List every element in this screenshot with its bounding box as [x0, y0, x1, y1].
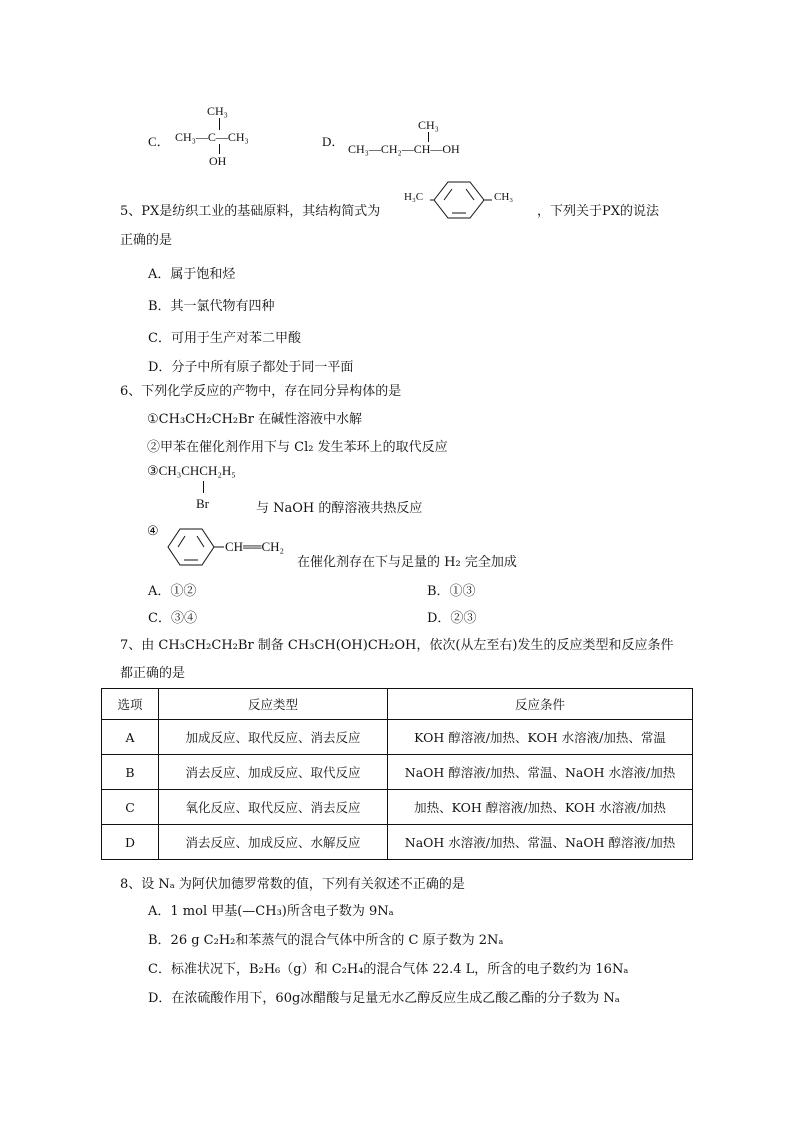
q7-stem-line1: 7、由 CH₃CH₂CH₂Br 制备 CH₃CH(OH)CH₂OH，依次(从左至右)发生的反应类型和反应条件 — [120, 638, 674, 653]
row-a-type: 加成反应、取代反应、消去反应 — [159, 720, 388, 755]
q6-item-4-number: ④ — [147, 524, 159, 539]
row-b-type: 消去反应、加成反应、取代反应 — [159, 755, 388, 790]
table-row — [102, 825, 693, 860]
q4-option-c-label: C． — [148, 134, 170, 149]
c-bottom-bond — [219, 144, 220, 154]
table-header-row — [102, 689, 693, 720]
table-row — [102, 755, 693, 790]
q6-item-3 — [147, 463, 236, 479]
row-d-condition: NaOH 水溶液/加热、常温、NaOH 醇溶液/加热 — [388, 825, 693, 860]
q8-option-d: D．在浓硫酸作用下，60g冰醋酸与足量无水乙醇反应生成乙酸乙酯的分子数为 Nₐ — [148, 991, 620, 1006]
benzene-ring-icon — [430, 178, 496, 222]
row-c-condition: 加热、KOH 醇溶液/加热、KOH 水溶液/加热 — [388, 790, 693, 825]
c-top-bond — [219, 118, 220, 130]
row-c-option: C — [102, 790, 159, 825]
d-main-chain: CH₃—CH₂—CH—OH — [348, 142, 460, 156]
c-bottom-group: OH — [209, 154, 227, 168]
row-b-condition: NaOH 醇溶液/加热、常温、NaOH 水溶液/加热 — [388, 755, 693, 790]
q6-option-b: B．①③ — [427, 584, 476, 599]
row-a-condition: KOH 醇溶液/加热、KOH 水溶液/加热、常温 — [388, 720, 693, 755]
px-right-methyl: CH₃ — [494, 191, 514, 203]
q6-option-c: C．③④ — [148, 611, 197, 626]
q8-stem: 8、设 Nₐ 为阿伏加德罗常数的值，下列有关叙述不正确的是 — [120, 877, 465, 892]
q6-item-3-bond — [203, 481, 204, 493]
q8-option-c: C．标准状况下，B₂H₆（g）和 C₂H₄的混合气体 22.4 L，所含的电子数约为 16Nₐ — [148, 962, 629, 977]
q6-item-3-number: ③ — [147, 464, 159, 479]
q5-option-a: A．属于饱和烃 — [148, 267, 236, 282]
q6-item-2-number: ② — [147, 440, 161, 455]
c-main-chain: CH₃—C—CH₃ — [175, 130, 249, 144]
q6-benzene-ring-icon — [164, 526, 224, 568]
q5-stem-part2: ，下列关于PX的说法 — [537, 204, 660, 219]
q4-option-d-label: D． — [322, 134, 345, 149]
q8-option-a: A．1 mol 甲基(—CH₃)所含电子数为 9Nₐ — [148, 904, 394, 919]
q6-item-3-formula: CH₃CHCH₂H₅ — [158, 463, 236, 478]
q6-item-2-text: 甲苯在催化剂作用下与 Cl₂ 发生苯环上的取代反应 — [160, 440, 448, 455]
d-top-group: CH₃ — [418, 118, 439, 132]
table-row — [102, 790, 693, 825]
q6-item-1-text: CH₃CH₂CH₂Br 在碱性溶液中水解 — [158, 412, 363, 427]
q5-option-c: C．可用于生产对苯二甲酸 — [148, 331, 301, 346]
q6-item-1 — [147, 408, 362, 427]
q6-option-a: A．①② — [148, 584, 197, 599]
q6-item-4-vinyl: CH══CH₂ — [225, 539, 285, 554]
q6-item-2 — [147, 436, 448, 455]
q5-option-b: B．其一氯代物有四种 — [148, 299, 275, 314]
row-d-type: 消去反应、加成反应、水解反应 — [159, 825, 388, 860]
q6-item-3-bromine: Br — [196, 496, 209, 511]
q6-stem: 6、下列化学反应的产物中，存在同分异构体的是 — [120, 384, 402, 399]
q7-stem-line2: 都正确的是 — [120, 666, 186, 681]
q8-option-b: B．26 g C₂H₂和苯蒸气的混合气体中所含的 C 原子数为 2Nₐ — [148, 933, 504, 948]
row-a-option: A — [102, 720, 159, 755]
header-reaction-condition: 反应条件 — [388, 689, 693, 720]
q6-item-3-condition: 与 NaOH 的醇溶液共热反应 — [256, 501, 423, 516]
q5-stem-part3: 正确的是 — [120, 233, 173, 248]
d-top-bond — [428, 132, 429, 142]
q5-stem-part1: 5、PX是纺织工业的基础原料，其结构简式为 — [120, 204, 381, 219]
q6-item-1-number: ① — [147, 412, 159, 427]
header-reaction-type: 反应类型 — [159, 689, 388, 720]
q6-option-d: D．②③ — [427, 611, 477, 626]
c-top-group: CH₃ — [207, 104, 228, 118]
px-left-methyl: H₃C — [404, 191, 424, 203]
row-b-option: B — [102, 755, 159, 790]
header-option: 选项 — [102, 689, 159, 720]
q6-item-4-condition: 在催化剂存在下与足量的 H₂ 完全加成 — [297, 555, 517, 570]
row-c-type: 氧化反应、取代反应、消去反应 — [159, 790, 388, 825]
row-d-option: D — [102, 825, 159, 860]
q5-option-d: D．分子中所有原子都处于同一平面 — [148, 360, 354, 375]
table-row — [102, 720, 693, 755]
q7-options-table — [101, 688, 693, 860]
